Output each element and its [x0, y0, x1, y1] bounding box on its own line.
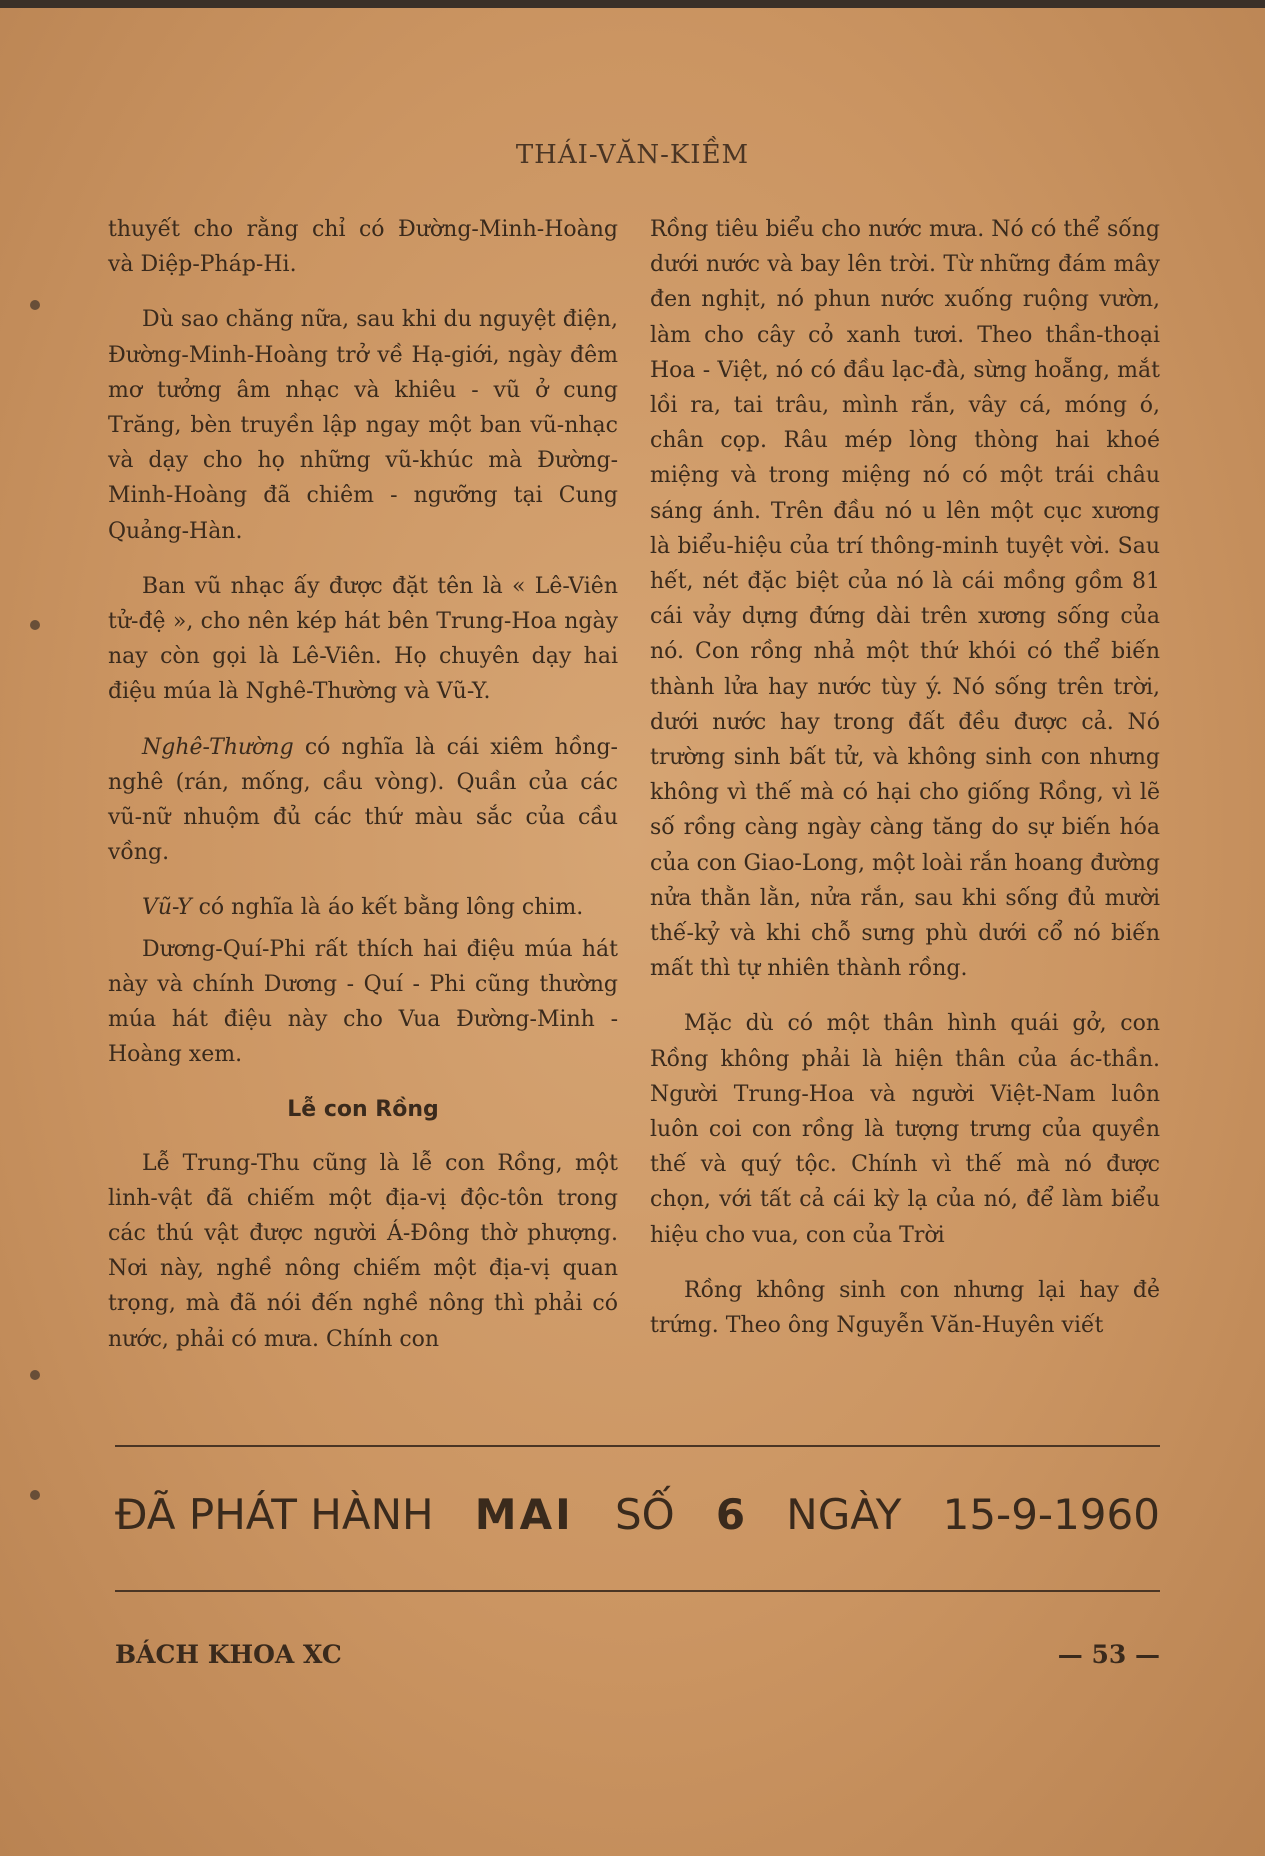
paragraph-text: có nghĩa là cái xiêm hồng-nghê (rán, mống, cầu vòng). Quần của các vũ-nữ nhuộm đủ các thứ màu sắc của cầu vồng. [108, 734, 618, 866]
page-number: — 53 — [1057, 1640, 1160, 1669]
paragraph: Dương-Quí-Phi rất thích hai điệu múa hát này và chính Dương - Quí - Phi cũng thường múa hát điệu này cho Vua Đường-Minh - Hoàng xem. [108, 936, 618, 1068]
running-head: THÁI-VĂN-KIỀM [515, 140, 750, 170]
right-column [650, 212, 1160, 1363]
paragraph: Dù sao chăng nữa, sau khi du nguyệt điện, Đường-Minh-Hoàng trở về Hạ-giới, ngày đêm mơ tưởng âm nhạc và khiêu - vũ ở cung Trăng, bèn truyền lập ngay một ban vũ-nhạc và dạy cho họ những vũ-khúc mà Đường-Minh-Hoàng đã chiêm - ngưỡng tại Cung Quảng-Hàn. [108, 307, 618, 544]
paragraph [108, 730, 618, 871]
italic-term: Nghê-Thường [142, 734, 294, 760]
section-heading: Lễ con Rồng [287, 1097, 439, 1123]
paragraph: Mặc dù có một thân hình quái gở, con Rồng không phải là hiện thân của ác-thần. Người Trung-Hoa và người Việt-Nam luôn luôn coi con rồng là tượng trưng của quyền thế và quý tộc. Chính vì thế mà nó được chọn, với tất cả cái kỳ lạ của nó, để làm biểu hiệu cho vua, con của Trời [650, 1011, 1160, 1248]
advert-issue-number: 6 [715, 1490, 746, 1539]
italic-term: Vũ-Y [142, 895, 192, 921]
advertisement-banner [115, 1490, 1160, 1539]
paragraph: Lễ Trung-Thu cũng là lễ con Rồng, một linh-vật đã chiếm một địa-vị độc-tôn trong các thú vật được người Á-Đông thờ phượng. Nơi này, nghề nông chiếm một địa-vị quan trọng, mà đã nói đến nghề nông thì phải có nước, phải có mưa. Chính con [108, 1150, 618, 1352]
advert-brand: MAI [474, 1490, 574, 1539]
publication-name: BÁCH KHOA XC [115, 1640, 342, 1669]
binding-hole-icon [30, 620, 40, 630]
paragraph [108, 890, 618, 925]
advert-date: 15-9-1960 [942, 1490, 1160, 1539]
advert-issue-label: SỐ [614, 1490, 675, 1539]
paragraph: thuyết cho rằng chỉ có Đường-Minh-Hoàng và Diệp-Pháp-Hi. [108, 217, 618, 278]
binding-hole-icon [30, 1370, 40, 1380]
left-column [108, 212, 618, 1377]
paragraph: Ban vũ nhạc ấy được đặt tên là « Lê-Viên tử-đệ », cho nên kép hát bên Trung-Hoa ngày nay còn gọi là Lê-Viên. Họ chuyên dạy hai điệu múa là Nghê-Thường và Vũ-Y. [108, 573, 618, 705]
divider [115, 1590, 1160, 1592]
advert-date-label: NGÀY [786, 1490, 902, 1539]
binding-hole-icon [30, 300, 40, 310]
paragraph: Rồng tiêu biểu cho nước mưa. Nó có thể sống dưới nước và bay lên trời. Từ những đám mây đen nghịt, nó phun nước xuống ruộng vườn, làm cho cây cỏ xanh tươi. Theo thần-thoại Hoa - Việt, nó có đầu lạc-đà, sừng hoẵng, mắt lồi ra, tai trâu, mình rắn, vây cá, móng ó, chân cọp. Râu mép lòng thòng hai khoé miệng và trong miệng nó có một trái châu sáng ánh. Trên đầu nó u lên một cục xương là biểu-hiệu của trí thông-minh tuyệt vời. Sau hết, nét đặc biệt của nó là cái mồng gồm 81 cái vảy dựng đứng dài trên xương sống của nó. Con rồng nhả một thứ khói có thể biến thành lửa hay nước tùy ý. Nó sống trên trời, dưới nước hay trong đất đều được cả. Nó trường sinh bất tử, và không sinh con nhưng không vì thế mà có hại cho giống Rồng, vì lẽ số rồng càng ngày càng tăng do sự biến hóa của con Giao-Long, một loài rắn hoang đường nửa thằn lằn, nửa rắn, sau khi sống đủ mười thế-kỷ và khi chỗ sưng phù dưới cổ nó biến mất thì tự nhiên thành rồng. [650, 217, 1160, 982]
paragraph-text: có nghĩa là áo kết bằng lông chim. [191, 895, 584, 921]
advert-prefix: ĐÃ PHÁT HÀNH [115, 1490, 434, 1539]
paragraph: Rồng không sinh con nhưng lại hay đẻ trứng. Theo ông Nguyễn Văn-Huyên viết [650, 1277, 1160, 1339]
binding-hole-icon [30, 1490, 40, 1500]
divider [115, 1445, 1160, 1447]
